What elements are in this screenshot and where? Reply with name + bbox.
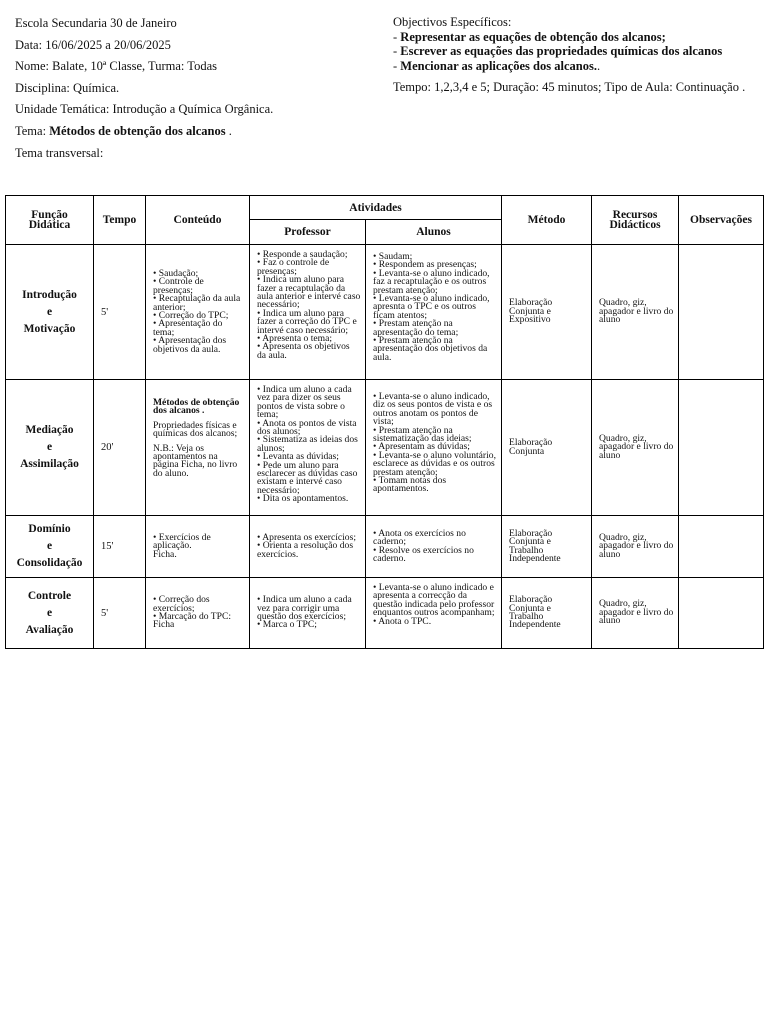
observacoes-cell (679, 516, 764, 578)
tempo-cell: 15' (94, 516, 146, 578)
conteudo-cell: Métodos de obtenção dos alcanos . Propriedades físicas e químicas dos alcanos; N.B.: Veja os apontamentos na página Ficha, no livro do aluno. (146, 380, 250, 516)
header-metodo: Método (502, 196, 592, 245)
theme-label: Tema: (15, 123, 50, 138)
professor-cell: • Apresenta os exercícios; • Orienta a resolução dos exercícios. (250, 516, 366, 578)
recursos-cell: Quadro, giz, apagador e livro do aluno (592, 516, 679, 578)
metodo-cell: Elaboração Conjunta e Trabalho Independente (502, 578, 592, 649)
objective-item: - Mencionar as aplicações dos alcanos.. (393, 58, 601, 73)
professor-cell: • Indica um aluno a cada vez para corrigir uma questão dos exercícios; • Marca o TPC; (250, 578, 366, 649)
lesson-header (15, 15, 385, 166)
professor-cell: • Indica um aluno a cada vez para dizer os seus pontos de vista sobre o tema; • Anota os pontos de vista dos alunos; • Sistematiza as ideias dos alunos; • Levanta as dúvidas; • Pede um aluno para esclarecer as dúvidas caso existam e intervé caso necessário; • Dita os apontamentos. (250, 380, 366, 516)
header-professor: Professor (250, 220, 366, 245)
tempo-cell: 5' (94, 578, 146, 649)
alunos-cell: • Saudam; • Respondem as presenças; • Levanta-se o aluno indicado, faz a recaptulação e os outros prestam atenção; • Levanta-se o aluno indicado, apresnta o TPC e os outros ficam atentos; • Prestam atenção na apresentação do tema; • Prestam atenção na apresentação dos objetivos da aula. (366, 245, 502, 380)
metodo-cell: Elaboração Conjunta e Trabalho Independente (502, 516, 592, 578)
subject: Disciplina: Química. (15, 80, 120, 95)
metodo-cell: Elaboração Conjunta e Expositivo (502, 245, 592, 380)
observacoes-cell (679, 245, 764, 380)
tempo-cell: 5' (94, 245, 146, 380)
header-funcao: Função Didática (6, 196, 94, 245)
objectives-title: Objectivos Específicos: (393, 15, 512, 29)
header-conteudo: Conteúdo (146, 196, 250, 245)
transversal-theme: Tema transversal: (15, 145, 104, 160)
teacher-name: Nome: Balate, 10ª Classe, Turma: Todas (15, 59, 217, 74)
objective-item: - Escrever as equações das propriedades químicas dos alcanos (393, 44, 723, 58)
phase-cell: Domínio e Consolidação (6, 516, 94, 578)
theme-value: Métodos de obtenção dos alcanos (49, 123, 226, 138)
school-name: Escola Secundaria 30 de Janeiro (15, 16, 177, 30)
lesson-theme (15, 123, 385, 145)
observacoes-cell (679, 380, 764, 516)
recursos-cell: Quadro, giz, apagador e livro do aluno (592, 380, 679, 516)
objectives-block (393, 15, 763, 95)
observacoes-cell (679, 578, 764, 649)
header-recursos: Recursos Didácticos (592, 196, 679, 245)
professor-cell: • Responde a saudação; • Faz o controle de presenças; • Indica um aluno para fazer a recaptulação da aula anterior e intervé caso necessário; • Indica um aluno para fazer a correção do TPC e intervé caso necessário; • Apresenta o tema; • Apresenta os objetivos da aula. (250, 245, 366, 380)
objective-item: - Representar as equações de obtenção dos alcanos; (393, 29, 666, 44)
phase-cell: Controle e Avaliação (6, 578, 94, 649)
table-row (6, 578, 764, 649)
recursos-cell: Quadro, giz, apagador e livro do aluno (592, 245, 679, 380)
header-observacoes: Observações (679, 196, 764, 245)
conteudo-cell: • Correção dos exercícios; • Marcação do TPC: Ficha (146, 578, 250, 649)
tempo-cell: 20' (94, 380, 146, 516)
thematic-unit: Unidade Temática: Introdução a Química Orgânica. (15, 102, 274, 117)
phase-cell: Mediação e Assimilação (6, 380, 94, 516)
table-row (6, 380, 764, 516)
conteudo-cell: • Exercícios de aplicação. Ficha. (146, 516, 250, 578)
phase-cell: Introdução e Motivação (6, 245, 94, 380)
alunos-cell: • Levanta-se o aluno indicado, diz os seus pontos de vista e os outros anotam os pontos de vista; • Prestam atenção na sistematização das ideias; • Apresentam as dúvidas; • Levanta-se o aluno voluntário, esclarece as dúvidas e os outros prestam atenção; • Tomam notas dos apontamentos. (366, 380, 502, 516)
lesson-plan-table (5, 195, 764, 649)
alunos-cell: • Levanta-se o aluno indicado e apresenta a correcção da questão indicada pelo professor enquantos outros acompanham; • Anota o TPC. (366, 578, 502, 649)
alunos-cell: • Anota os exercícios no caderno; • Resolve os exercícios no caderno. (366, 516, 502, 578)
table-row (6, 516, 764, 578)
header-alunos: Alunos (366, 220, 502, 245)
lesson-date: Data: 16/06/2025 a 20/06/2025 (15, 37, 171, 52)
header-atividades: Atividades (250, 196, 502, 220)
theme-end: . (225, 123, 232, 138)
time-info: Tempo: 1,2,3,4 e 5; Duração: 45 minutos; Tipo de Aula: Continuação . (393, 80, 746, 94)
recursos-cell: Quadro, giz, apagador e livro do aluno (592, 578, 679, 649)
conteudo-cell: • Saudação; • Controle de presenças; • Recaptulação da aula anterior; • Correção do TPC; • Apresentação do tema; • Apresentação dos objetivos da aula. (146, 245, 250, 380)
header-tempo: Tempo (94, 196, 146, 245)
table-row (6, 245, 764, 380)
metodo-cell: Elaboração Conjunta (502, 380, 592, 516)
